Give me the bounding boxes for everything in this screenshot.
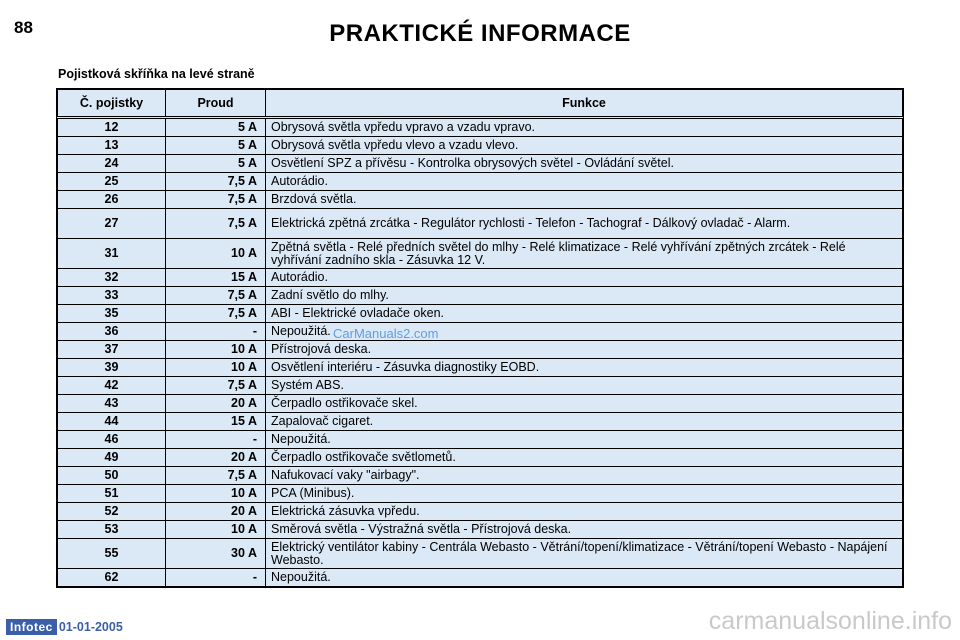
fuse-number-cell: 44: [58, 413, 166, 431]
function-cell: Zadní světlo do mlhy.: [266, 287, 903, 305]
fuse-number-cell: 26: [58, 191, 166, 209]
current-cell: 20 A: [166, 395, 266, 413]
table-row: [58, 209, 903, 239]
current-cell: 7,5 A: [166, 305, 266, 323]
table-row: [58, 395, 903, 413]
table-row: [58, 413, 903, 431]
fuse-table: [57, 89, 903, 587]
function-cell: Nepoužitá.: [266, 323, 903, 341]
table-header-row: [58, 90, 903, 118]
fuse-number-cell: 35: [58, 305, 166, 323]
current-cell: 7,5 A: [166, 209, 266, 239]
table-row: [58, 377, 903, 395]
table-row: [58, 359, 903, 377]
current-cell: 20 A: [166, 449, 266, 467]
table-row: [58, 191, 903, 209]
footer-date: 01-01-2005: [58, 620, 123, 634]
table-row: [58, 155, 903, 173]
fuse-number-cell: 31: [58, 239, 166, 269]
footer: [6, 619, 123, 635]
function-cell: Čerpadlo ostřikovače skel.: [266, 395, 903, 413]
header-current: Proud: [166, 90, 266, 118]
current-cell: 5 A: [166, 118, 266, 137]
function-cell: Autorádio.: [266, 269, 903, 287]
table-row: [58, 485, 903, 503]
fuse-number-cell: 55: [58, 539, 166, 569]
function-cell: Osvětlení interiéru - Zásuvka diagnostiky EOBD.: [266, 359, 903, 377]
function-cell: Směrová světla - Výstražná světla - Přístrojová deska.: [266, 521, 903, 539]
function-cell: Zapalovač cigaret.: [266, 413, 903, 431]
fuse-number-cell: 51: [58, 485, 166, 503]
current-cell: 10 A: [166, 239, 266, 269]
table-row: [58, 305, 903, 323]
function-cell: Elektrická zpětná zrcátka - Regulátor rychlosti - Telefon - Tachograf - Dálkový ovladač - Alarm.: [266, 209, 903, 239]
function-cell: Autorádio.: [266, 173, 903, 191]
current-cell: 10 A: [166, 485, 266, 503]
current-cell: 5 A: [166, 137, 266, 155]
page-number: 88: [14, 18, 33, 37]
function-cell: Čerpadlo ostřikovače světlometů.: [266, 449, 903, 467]
current-cell: -: [166, 431, 266, 449]
function-cell: ABI - Elektrické ovladače oken.: [266, 305, 903, 323]
fuse-number-cell: 46: [58, 431, 166, 449]
function-cell: Brzdová světla.: [266, 191, 903, 209]
fuse-number-cell: 12: [58, 118, 166, 137]
fuse-number-cell: 62: [58, 569, 166, 587]
table-row: [58, 287, 903, 305]
function-cell: Elektrický ventilátor kabiny - Centrála Webasto - Větrání/topení/klimatizace - Větrání/topení Webasto - Napájení Webasto.: [266, 539, 903, 569]
fuse-number-cell: 53: [58, 521, 166, 539]
current-cell: 5 A: [166, 155, 266, 173]
section-title: Pojistková skříňka na levé straně: [58, 67, 255, 81]
table-row: [58, 503, 903, 521]
current-cell: -: [166, 323, 266, 341]
table-row: [58, 521, 903, 539]
current-cell: 20 A: [166, 503, 266, 521]
table-row: [58, 118, 903, 137]
current-cell: 7,5 A: [166, 191, 266, 209]
fuse-number-cell: 13: [58, 137, 166, 155]
function-cell: Nepoužitá.: [266, 569, 903, 587]
current-cell: 10 A: [166, 341, 266, 359]
function-cell: PCA (Minibus).: [266, 485, 903, 503]
function-cell: Obrysová světla vpředu vpravo a vzadu vpravo.: [266, 118, 903, 137]
table-row: [58, 431, 903, 449]
current-cell: 7,5 A: [166, 287, 266, 305]
current-cell: 15 A: [166, 269, 266, 287]
table-row: [58, 269, 903, 287]
fuse-number-cell: 32: [58, 269, 166, 287]
table-row: [58, 239, 903, 269]
fuse-table-container: [56, 88, 904, 588]
function-cell: Osvětlení SPZ a přívěsu - Kontrolka obrysových světel - Ovládání světel.: [266, 155, 903, 173]
current-cell: 7,5 A: [166, 377, 266, 395]
current-cell: 10 A: [166, 521, 266, 539]
fuse-number-cell: 49: [58, 449, 166, 467]
fuse-number-cell: 33: [58, 287, 166, 305]
current-cell: 10 A: [166, 359, 266, 377]
function-cell: Přístrojová deska.: [266, 341, 903, 359]
table-row: [58, 539, 903, 569]
fuse-number-cell: 50: [58, 467, 166, 485]
function-cell: Elektrická zásuvka vpředu.: [266, 503, 903, 521]
watermark-carmanualsonline: carmanualsonline.info: [708, 607, 952, 635]
table-row: [58, 467, 903, 485]
page-title: PRAKTICKÉ INFORMACE: [329, 20, 631, 47]
fuse-number-cell: 24: [58, 155, 166, 173]
fuse-number-cell: 42: [58, 377, 166, 395]
function-cell: Obrysová světla vpředu vlevo a vzadu vlevo.: [266, 137, 903, 155]
table-row: [58, 569, 903, 587]
function-cell: Nepoužitá.: [266, 431, 903, 449]
current-cell: 15 A: [166, 413, 266, 431]
header-fuse-number: Č. pojistky: [58, 90, 166, 118]
current-cell: 7,5 A: [166, 173, 266, 191]
watermark-carmanuals2: CarManuals2.com: [333, 326, 439, 341]
current-cell: 7,5 A: [166, 467, 266, 485]
fuse-number-cell: 25: [58, 173, 166, 191]
function-cell: Systém ABS.: [266, 377, 903, 395]
fuse-number-cell: 27: [58, 209, 166, 239]
header-function: Funkce: [266, 90, 903, 118]
fuse-number-cell: 43: [58, 395, 166, 413]
function-cell: Zpětná světla - Relé předních světel do mlhy - Relé klimatizace - Relé vyhřívání zpětných zrcátek - Relé vyhřívání zadního skla - Zásuvka 12 V.: [266, 239, 903, 269]
table-row: [58, 449, 903, 467]
fuse-number-cell: 37: [58, 341, 166, 359]
table-row: [58, 323, 903, 341]
table-row: [58, 173, 903, 191]
fuse-number-cell: 39: [58, 359, 166, 377]
fuse-number-cell: 52: [58, 503, 166, 521]
function-cell: Nafukovací vaky "airbagy".: [266, 467, 903, 485]
table-row: [58, 137, 903, 155]
fuse-number-cell: 36: [58, 323, 166, 341]
infotec-logo: Infotec: [6, 619, 57, 635]
current-cell: 30 A: [166, 539, 266, 569]
current-cell: -: [166, 569, 266, 587]
table-row: [58, 341, 903, 359]
